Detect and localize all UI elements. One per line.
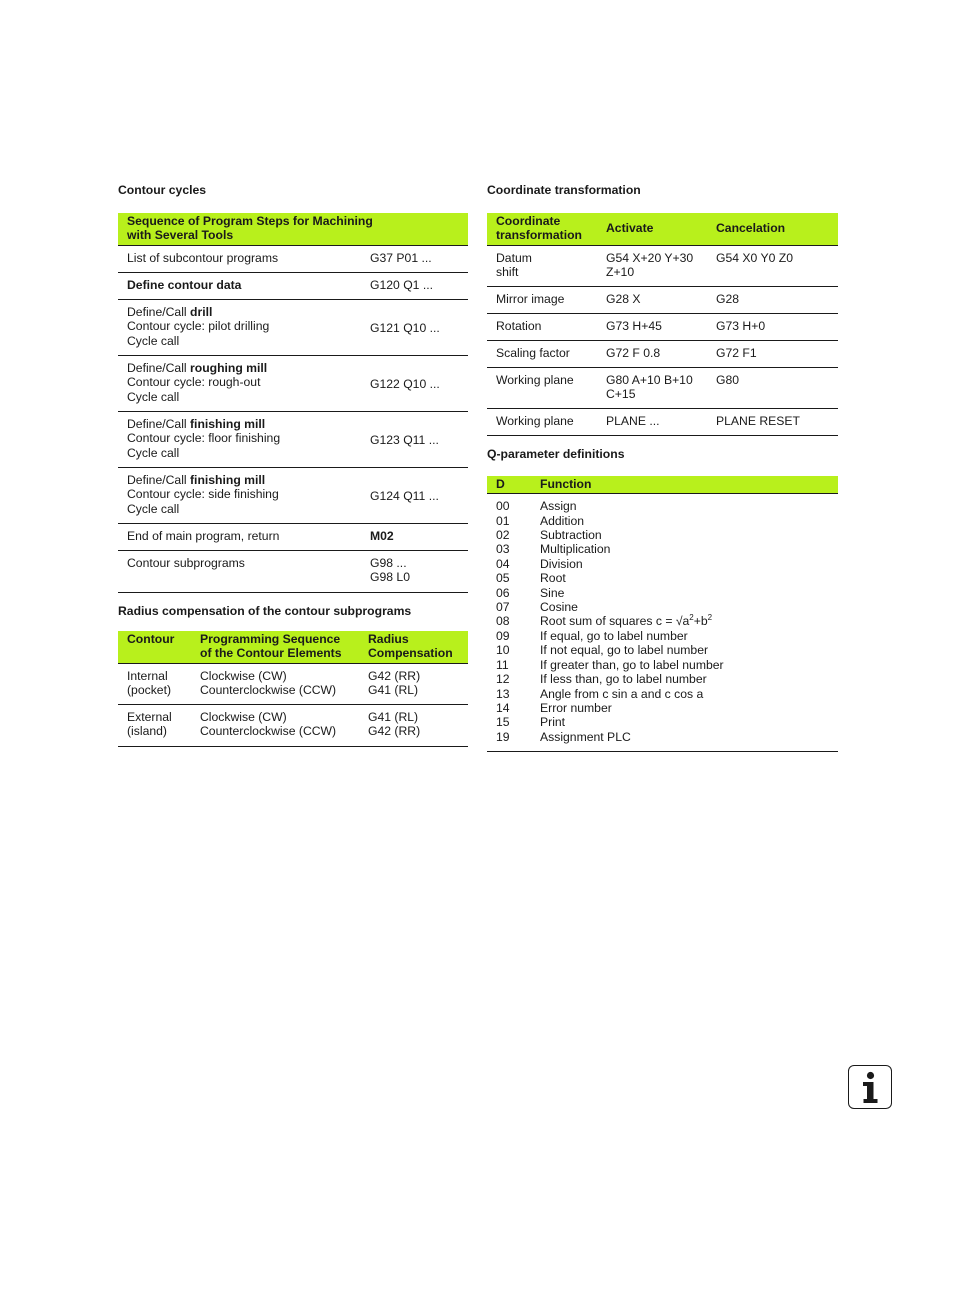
table-row: Internal (pocket) Clockwise (CW) Counterclockwise (CCW) G42 (RR) G41 (RL) [127,668,421,698]
table-row [487,367,838,408]
q-functions-cell: Assign Addition Subtraction Multiplication Division Root Sine Cosine Root sum of squares $c = √a^2+b^2$ If equal, go to label number If not equal, go to label number If greater than, go to label number If less than, go to label number Angle from c sin a and c cos a Error number Print Assignment PLC [540,499,724,744]
table-row [118,411,468,467]
step-code: G123 Q11 ... [361,411,468,467]
table-row [487,313,838,340]
left-column [118,183,468,747]
coord-header-activate: Activate [597,213,707,245]
table-row [487,340,838,367]
q-codes-cell: 00 01 02 03 04 05 06 07 08 09 10 11 12 13 14 15 19 [496,499,510,744]
radius-comp-header-sequence: Programming Sequence of the Contour Elements [191,631,359,663]
table-row [118,299,468,355]
table-row [118,550,468,592]
step-description: Define contour data [118,272,361,299]
step-description: Define/Call finishing mill Contour cycle: floor finishing Cycle call [118,411,361,467]
table-row [487,245,838,286]
table-row [118,523,468,550]
coord-header-cancel: Cancelation [707,213,838,245]
coord-cancel-cell: G80 [707,367,838,408]
info-icon [848,1065,892,1109]
coord-name-cell: Working plane [487,367,597,408]
step-description: Contour subprograms [118,550,361,592]
q-params-table [487,476,838,752]
step-code: G37 P01 ... [370,250,432,265]
step-description: End of main program, return [118,523,361,550]
step-code: G121 Q10 ... [361,299,468,355]
coord-activate-cell: G80 A+10 B+10 C+15 [597,367,707,408]
contour-cycles-title: Contour cycles [118,183,207,197]
coord-name-cell: Rotation [487,313,597,340]
q-params-title: Q-parameter definitions [487,446,625,461]
coord-cancel-cell: G73 H+0 [707,313,838,340]
q-header-function: Function [531,476,838,494]
table-row [118,467,468,523]
coord-activate-cell: G73 H+45 [597,313,707,340]
table-row [118,355,468,411]
coord-activate-cell: PLANE ... [597,408,707,435]
table-row [487,494,838,752]
coord-activate-cell: G28 X [597,286,707,313]
table-row [487,286,838,313]
contour-cycles-header: Sequence of Program Steps for Machining with Several Tools [118,213,468,245]
step-description: Define/Call roughing mill Contour cycle: rough-out Cycle call [118,355,361,411]
coord-transform-title: Coordinate transformation [487,183,641,197]
coord-cancel-cell: PLANE RESET [707,408,838,435]
coord-name-cell: Mirror image [487,286,597,313]
table-row [118,245,468,272]
step-code: M02 [361,523,468,550]
step-code: G124 Q11 ... [361,467,468,523]
radius-comp-header-comp: Radius Compensation [359,631,468,663]
coord-activate-cell: G72 F 0.8 [597,340,707,367]
contour-cycles-table [118,213,468,593]
radius-comp-title: Radius compensation of the contour subprograms [118,603,412,618]
coord-header-name: Coordinate transformation [487,213,597,245]
coord-name-cell: Working plane [487,408,597,435]
coord-cancel-cell: G28 [707,286,838,313]
coord-activate-cell: G54 X+20 Y+30 Z+10 [606,250,694,280]
step-code: G120 Q1 ... [361,272,468,299]
table-row [487,408,838,435]
coord-cancel-cell: G72 F1 [707,340,838,367]
step-description: Define/Call drill Contour cycle: pilot drilling Cycle call [118,299,361,355]
step-description: Define/Call finishing mill Contour cycle: side finishing Cycle call [118,467,361,523]
q-header-d: D [487,476,531,494]
right-column [487,183,838,752]
coord-cancel-cell: G54 X0 Y0 Z0 [716,250,794,265]
table-row [118,272,468,299]
step-description: List of subcontour programs [127,250,279,265]
radius-comp-header-contour: Contour [118,631,191,663]
coord-transform-table [487,213,838,436]
radius-comp-table [118,631,468,747]
table-row: External (island) Clockwise (CW) Counterclockwise (CCW) G41 (RL) G42 (RR) [118,704,468,746]
step-code: G122 Q10 ... [361,355,468,411]
step-code: G98 ... G98 L0 [361,550,468,592]
coord-name-cell: Datum shift [496,250,532,280]
coord-name-cell: Scaling factor [487,340,597,367]
